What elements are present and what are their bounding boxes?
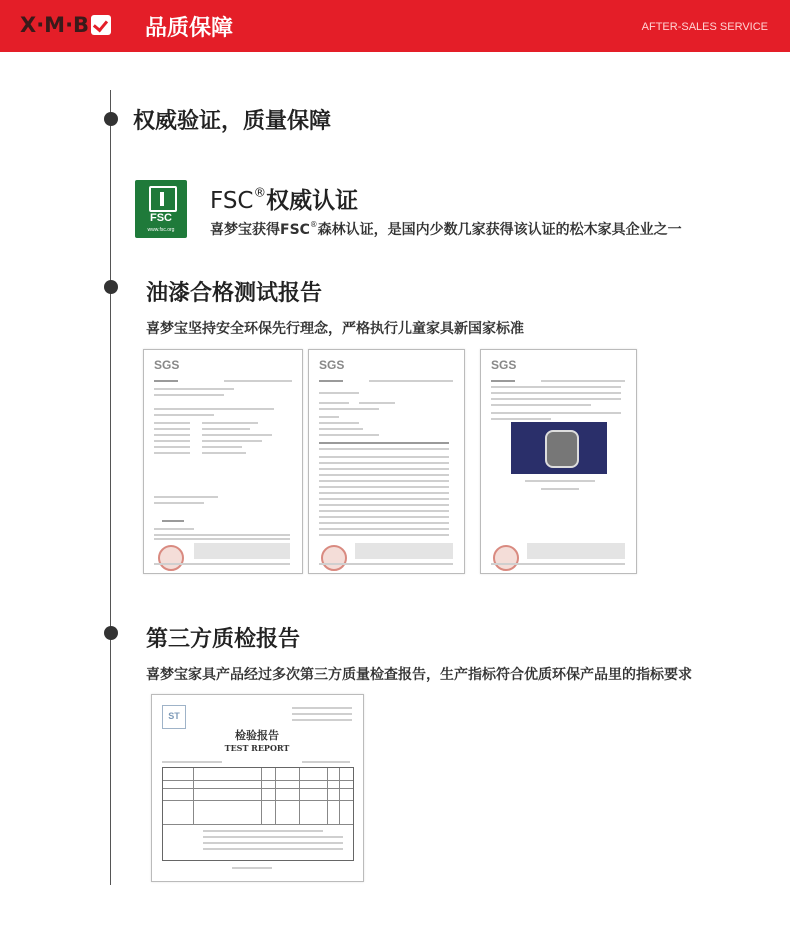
registered-mark: ® bbox=[309, 220, 318, 230]
registered-mark: ® bbox=[253, 184, 267, 200]
tree-icon bbox=[149, 186, 177, 212]
brand-text: X·M·B bbox=[20, 13, 90, 37]
page-title: 品质保障 bbox=[145, 16, 234, 41]
fsc-desc-prefix: 喜梦宝获得FSC bbox=[210, 222, 310, 238]
check-icon bbox=[91, 15, 111, 35]
report-table bbox=[162, 767, 354, 861]
st-logo: ST bbox=[162, 705, 186, 729]
report-title-en: TEST REPORT bbox=[224, 743, 290, 753]
sgs-report-1[interactable] bbox=[143, 349, 303, 574]
seal-icon bbox=[321, 545, 347, 571]
timeline-dot-icon bbox=[104, 112, 118, 126]
sgs-logo: SGS bbox=[154, 358, 180, 372]
page-header bbox=[0, 0, 790, 52]
third-party-test-report[interactable] bbox=[151, 694, 364, 882]
section-desc-paint: 喜梦宝坚持安全环保先行理念，严格执行儿童家具新国家标准 bbox=[146, 321, 524, 337]
fsc-logo bbox=[135, 180, 187, 238]
sgs-logo: SGS bbox=[491, 358, 517, 372]
fsc-title-suffix: 权威认证 bbox=[266, 188, 359, 214]
report-title-cn: 检验报告 bbox=[235, 729, 279, 742]
seal-icon bbox=[158, 545, 184, 571]
section-heading-third-party: 第三方质检报告 bbox=[146, 627, 301, 652]
test-photo bbox=[511, 422, 607, 474]
sgs-logo: SGS bbox=[319, 358, 345, 372]
brand-logo[interactable] bbox=[20, 11, 111, 39]
sgs-report-2[interactable] bbox=[308, 349, 465, 574]
fsc-logo-word: FSC bbox=[150, 212, 172, 224]
sgs-report-3[interactable] bbox=[480, 349, 637, 574]
fsc-logo-url: www.fsc.org bbox=[147, 227, 175, 233]
section-desc-third-party: 喜梦宝家具产品经过多次第三方质量检查报告，生产指标符合优质环保产品里的指标要求 bbox=[146, 667, 692, 683]
fsc-title bbox=[210, 182, 358, 215]
page-subtitle: AFTER-SALES SERVICE bbox=[641, 21, 768, 33]
fsc-title-prefix: FSC bbox=[210, 188, 254, 214]
fsc-desc-suffix: 森林认证，是国内少数几家获得该认证的松木家具企业之一 bbox=[317, 222, 682, 238]
timeline-dot-icon bbox=[104, 626, 118, 640]
seal-icon bbox=[493, 545, 519, 571]
fsc-description bbox=[210, 219, 682, 239]
section-heading-authority: 权威验证，质量保障 bbox=[133, 109, 332, 134]
timeline-line bbox=[110, 90, 111, 885]
timeline-dot-icon bbox=[104, 280, 118, 294]
section-heading-paint: 油漆合格测试报告 bbox=[146, 281, 323, 306]
